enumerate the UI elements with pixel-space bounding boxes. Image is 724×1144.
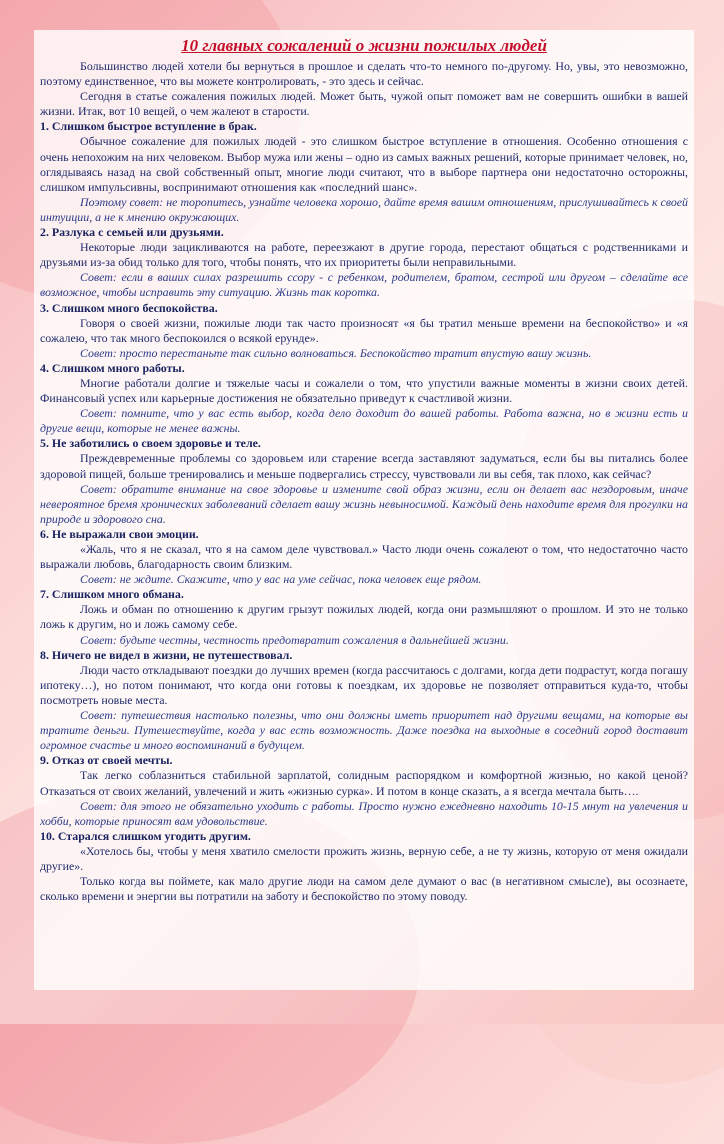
section-heading: 6. Не выражали свои эмоции. <box>40 526 199 541</box>
section-heading: 1. Слишком быстрое вступление в брак. <box>40 119 257 134</box>
section-heading: 3. Слишком много беспокойства. <box>40 300 218 315</box>
section-advice: Совет: если в ваших силах разрешить ссору - с ребенком, родителем, братом, сестрой или другом – сделайте все возможное, чтобы исправить эту ситуацию. Жизнь так коротка. <box>40 270 688 300</box>
section-advice: Совет: помните, что у вас есть выбор, когда дело доходит до вашей работы. Работа важна, но в жизни есть и другие вещи, которые не менее важны. <box>40 406 688 436</box>
section-text: Ложь и обман по отношению к другим грызут пожилых людей, когда они размышляют о прошлом. И это не только ложь к другим, но и ложь самому себе. <box>40 602 688 632</box>
intro-paragraph: Сегодня в статье сожаления пожилых людей. Может быть, чужой опыт поможет вам не совершить ошибки в вашей жизни. Итак, вот 10 вещей, о чем жалеют в старости. <box>40 89 688 119</box>
page-title: 10 главных сожалений о жизни пожилых людей <box>181 36 547 55</box>
closing-paragraph: Только когда вы поймете, как мало другие люди на самом деле думают о вас (в негативном смысле), вы осознаете, сколько времени и энергии вы потратили на заботу и беспокойство по этому поводу. <box>40 874 688 904</box>
section-text: «Хотелось бы, чтобы у меня хватило смелости прожить жизнь, верную себе, а не ту жизнь, которую от меня ожидали другие». <box>40 843 688 873</box>
section-text: Говоря о своей жизни, пожилые люди так часто произносят «я бы тратил меньше времени на беспокойство» и «я сожалею, что так много беспокоился о всякой ерунде». <box>40 315 688 345</box>
section-advice: Совет: для этого не обязательно уходить с работы. Просто нужно ежедневно находить 10-15 мнут на увлечения и хобби, которые приносят вам удовольствие. <box>40 798 688 828</box>
section-text: Так легко соблазниться стабильной зарплатой, солидным распорядком и комфортной жизнью, но какой ценой? Отказаться от своих желаний, увлечений и жить «жизнью сурка». И потом в конце сказать, а я всегда мечтала быть…. <box>40 768 688 798</box>
section-advice: Совет: обратите внимание на свое здоровье и измените свой образ жизни, если он делает вас нездоровым, иначе невероятное бремя хронических заболеваний сделает вашу жизнь невыносимой. Каждый день находите время для прогулки на природе и здорового сна. <box>40 481 688 526</box>
section-heading: 9. Отказ от своей мечты. <box>40 753 173 768</box>
section-heading: 10. Старался слишком угодить другим. <box>40 828 251 843</box>
section-heading: 7. Слишком много обмана. <box>40 587 184 602</box>
section-heading: 8. Ничего не видел в жизни, не путешествовал. <box>40 647 293 662</box>
section-advice: Совет: не ждите. Скажите, что у вас на уме сейчас, пока человек еще рядом. <box>80 572 482 587</box>
section-advice: Совет: будьте честны, честность предотвратит сожаления в дальнейшей жизни. <box>80 632 509 647</box>
section-text: Некоторые люди зацикливаются на работе, переезжают в другие города, перестают общаться с родственниками и друзьями из-за обид только для того, чтобы понять, что их приоритеты были неправильными. <box>40 240 688 270</box>
section-advice: Совет: просто перестаньте так сильно волноваться. Беспокойство тратит впустую вашу жизнь. <box>80 345 592 360</box>
document-page <box>34 30 694 990</box>
section-heading: 4. Слишком много работы. <box>40 360 185 375</box>
section-text: Люди часто откладывают поездки до лучших времен (когда рассчитаюсь с долгами, когда дети подрастут, когда погашу ипотеку…), но потом понимают, что когда они готовы к поездкам, их здоровье не позволяет отправиться куда-то, чтобы посмотреть новые места. <box>40 662 688 707</box>
section-heading: 2. Разлука с семьей или друзьями. <box>40 225 224 240</box>
section-advice: Поэтому совет: не торопитесь, узнайте человека хорошо, дайте время вашим отношениям, прислушивайтесь к своей интуиции, а не к мнению окружающих. <box>40 194 688 224</box>
intro-paragraph: Большинство людей хотели бы вернуться в прошлое и сделать что-то немного по-другому. Но, увы, это невозможно, поэтому единственное, что вы можете контролировать, - это здесь и сейчас. <box>40 59 688 89</box>
section-text: Преждевременные проблемы со здоровьем или старение всегда заставляют задуматься, если бы вы питались более здоровой пищей, больше тренировались и меньше подвергались стрессу, чувствовали ли вы себя, так плохо, как сейчас? <box>40 451 688 481</box>
section-text: «Жаль, что я не сказал, что я на самом деле чувствовал.» Часто люди очень сожалеют о том, что недостаточно часто выражали любовь, благодарность своим близким. <box>40 542 688 572</box>
section-heading: 5. Не заботились о своем здоровье и теле. <box>40 436 261 451</box>
section-text: Многие работали долгие и тяжелые часы и сожалели о том, что упустили важные моменты в жизни своих детей. Финансовый успех или карьерные достижения не обязательно приведут к счастливой жизни. <box>40 375 688 406</box>
section-text: Обычное сожаление для пожилых людей - это слишком быстрое вступление в отношения. Особенно отношения с очень непохожим на них человеком. Выбор мужа или жены – одно из самых важных решений, которые принимает человек, но, оглядываясь назад на свой собственный опыт, многие люди считают, что в выборе партнера они недостаточно осторожны, слишком импульсивны, воспринимают отношения как «последний шанс». <box>40 134 688 194</box>
section-advice: Совет: путешествия настолько полезны, что они должны иметь приоритет над другими вещами, на которые вы тратите деньги. Путешествуйте, когда у вас есть возможность. Даже поездка на выходные в соседний город доставит огромное счастье и много воспоминаний в будущем. <box>40 708 688 753</box>
